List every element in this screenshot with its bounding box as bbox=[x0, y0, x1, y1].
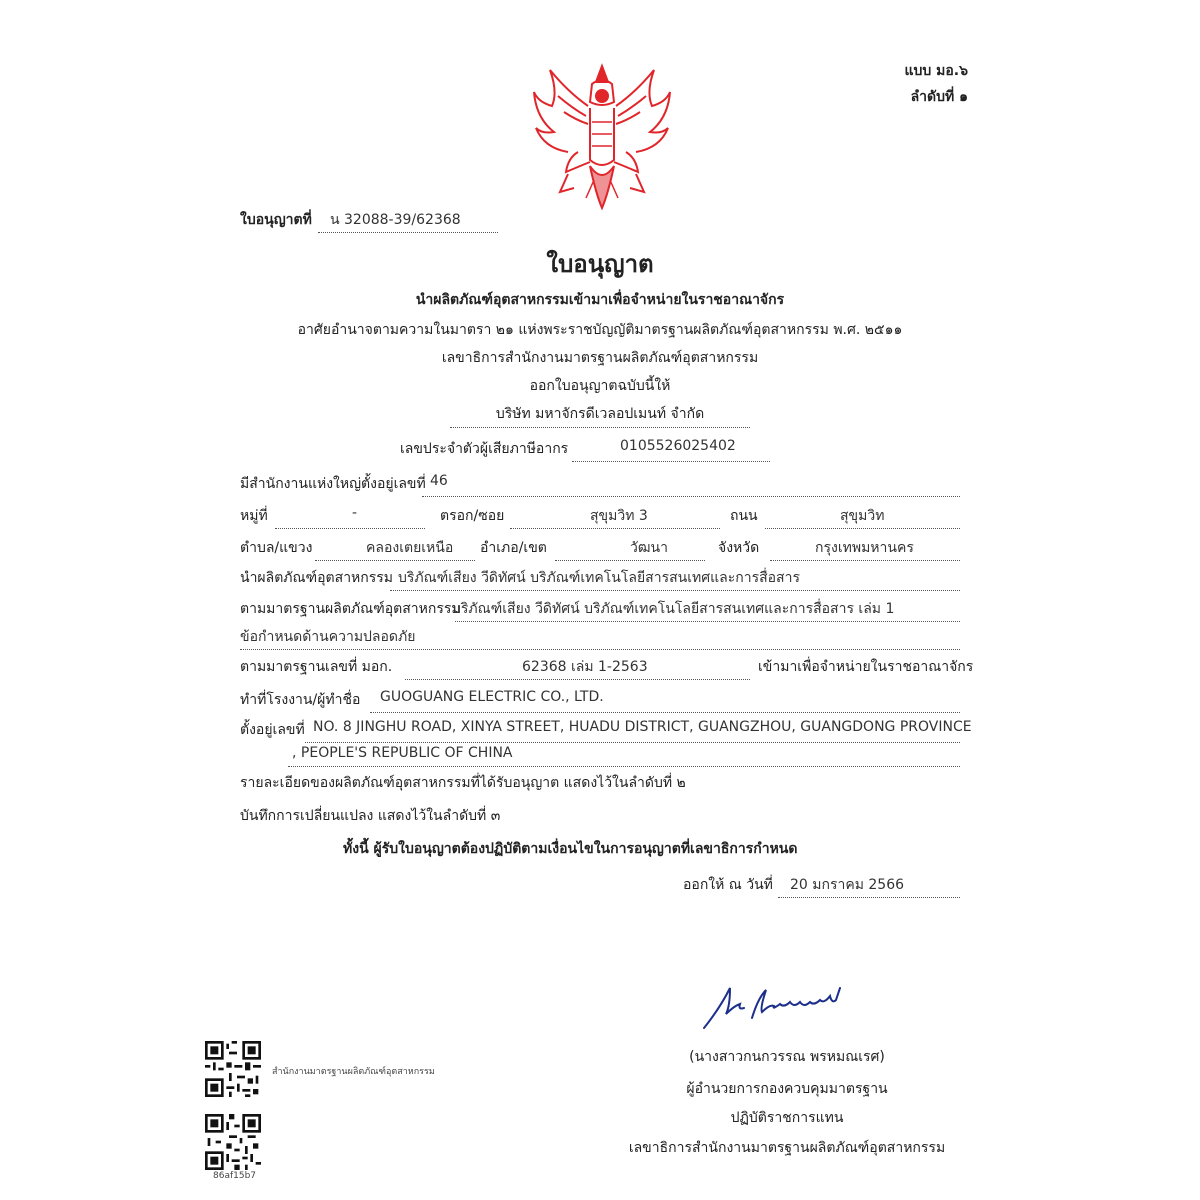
changes-note: บันทึกการเปลี่ยนแปลง แสดงไว้ในลำดับที่ ๓ bbox=[240, 808, 501, 824]
district-label: อำเภอ/เขต bbox=[480, 540, 547, 556]
factory-address-line2-rule bbox=[288, 766, 960, 767]
company-name-line bbox=[450, 427, 750, 428]
document-title: ใบอนุญาต bbox=[546, 250, 654, 278]
company-name: บริษัท มหาจักรดีเวลอปเมนท์ จำกัด bbox=[495, 406, 705, 422]
standard-continuation: ข้อกำหนดด้านความปลอดภัย bbox=[240, 629, 416, 645]
qr-code-icon bbox=[205, 1114, 261, 1170]
issue-date-value: 20 มกราคม 2566 bbox=[790, 877, 905, 893]
sequence-number: ลำดับที่ ๑ bbox=[910, 89, 968, 105]
issue-date-line bbox=[778, 897, 960, 898]
secretary-line: เลขาธิการสำนักงานมาตรฐานผลิตภัณฑ์อุตสาหกรรม bbox=[441, 350, 759, 366]
soi-label: ตรอก/ซอย bbox=[440, 508, 505, 524]
standard-label: ตามมาตรฐานผลิตภัณฑ์อุตสาหกรรม bbox=[240, 601, 461, 617]
signatory-acting: ปฏิบัติราชการแทน bbox=[730, 1110, 844, 1126]
issue-date-label: ออกให้ ณ วันที่ bbox=[683, 877, 773, 893]
standard-line bbox=[455, 621, 960, 622]
province-value: กรุงเทพมหานคร bbox=[815, 540, 914, 556]
subdistrict-value: คลองเตยเหนือ bbox=[366, 540, 454, 556]
signatory-title: เลขาธิการสำนักงานมาตรฐานผลิตภัณฑ์อุตสาหกรรม bbox=[628, 1140, 946, 1156]
tax-id-value: 0105526025402 bbox=[620, 438, 736, 454]
moo-value: - bbox=[352, 505, 358, 521]
soi-value: สุขุมวิท 3 bbox=[590, 508, 648, 524]
road-label: ถนน bbox=[730, 508, 758, 524]
standard-number-label: ตามมาตรฐานเลขที่ มอก. bbox=[240, 659, 393, 675]
details-note: รายละเอียดของผลิตภัณฑ์อุตสาหกรรมที่ได้รับอนุญาต แสดงไว้ในลำดับที่ ๒ bbox=[240, 775, 686, 791]
license-number-line bbox=[318, 232, 498, 233]
factory-line bbox=[370, 712, 960, 713]
standard-number-line bbox=[405, 679, 750, 680]
head-office-label: มีสำนักงานแห่งใหญ่ตั้งอยู่เลขที่ bbox=[240, 476, 426, 492]
standard-value: บริภัณฑ์เสียง วีดิทัศน์ บริภัณฑ์เทคโนโลยีสารสนเทศและการสื่อสาร เล่ม 1 bbox=[452, 601, 895, 617]
factory-value: GUOGUANG ELECTRIC CO., LTD. bbox=[380, 689, 604, 705]
factory-address-line2: , PEOPLE'S REPUBLIC OF CHINA bbox=[292, 745, 513, 761]
road-value: สุขุมวิท bbox=[840, 508, 885, 524]
factory-label: ทำที่โรงงาน/ผู้ทำชื่อ bbox=[240, 692, 361, 708]
subdistrict-label: ตำบล/แขวง bbox=[240, 540, 313, 556]
serial-code: 86af15b7 bbox=[213, 1171, 257, 1181]
product-value: บริภัณฑ์เสียง วีดิทัศน์ บริภัณฑ์เทคโนโลยีสารสนเทศและการสื่อสาร bbox=[398, 570, 800, 586]
standard-continuation-line bbox=[240, 649, 960, 650]
moo-label: หมู่ที่ bbox=[240, 508, 268, 524]
district-value: วัฒนา bbox=[630, 540, 668, 556]
qr-caption: สำนักงานมาตรฐานผลิตภัณฑ์อุตสาหกรรม bbox=[272, 1067, 435, 1077]
factory-address-label: ตั้งอยู่เลขที่ bbox=[240, 722, 305, 738]
license-number-value: น 32088-39/62368 bbox=[330, 212, 461, 228]
moo-line bbox=[275, 528, 425, 529]
garuda-emblem-icon bbox=[528, 62, 676, 212]
signatory-name: (นางสาวกนกวรรณ พรหมณเรศ) bbox=[689, 1049, 885, 1065]
issue-line: ออกใบอนุญาตฉบับนี้ให้ bbox=[529, 378, 671, 394]
district-line bbox=[555, 560, 705, 561]
form-code: แบบ มอ.๖ bbox=[904, 63, 968, 79]
product-line bbox=[390, 590, 960, 591]
province-line bbox=[770, 560, 960, 561]
standard-number-value: 62368 เล่ม 1-2563 bbox=[522, 659, 648, 675]
product-label: นำผลิตภัณฑ์อุตสาหกรรม bbox=[240, 570, 394, 586]
factory-address-line1-rule bbox=[305, 742, 960, 743]
province-label: จังหวัด bbox=[718, 540, 760, 556]
factory-address-line1: NO. 8 JINGHU ROAD, XINYA STREET, HUADU DISTRICT, GUANGZHOU, GUANGDONG PROVINCE bbox=[313, 719, 972, 735]
tax-id-line bbox=[572, 461, 770, 462]
soi-line bbox=[510, 528, 720, 529]
road-line bbox=[765, 528, 960, 529]
document-subtitle: นำผลิตภัณฑ์อุตสาหกรรมเข้ามาเพื่อจำหน่ายในราชอาณาจักร bbox=[415, 292, 785, 308]
condition-note: ทั้งนี้ ผู้รับใบอนุญาตต้องปฏิบัติตามเงื่อนไขในการอนุญาตที่เลขาธิการกำหนด bbox=[343, 841, 798, 857]
authority-line: อาศัยอำนาจตามความในมาตรา ๒๑ แห่งพระราชบัญญัติมาตรฐานผลิตภัณฑ์อุตสาหกรรม พ.ศ. ๒๕๑๑ bbox=[297, 322, 903, 338]
signatory-position: ผู้อำนวยการกองควบคุมมาตรฐาน bbox=[686, 1081, 888, 1097]
standard-number-suffix: เข้ามาเพื่อจำหน่ายในราชอาณาจักร bbox=[758, 659, 974, 675]
subdistrict-line bbox=[315, 560, 475, 561]
license-number-label: ใบอนุญาตที่ bbox=[240, 212, 312, 228]
signature bbox=[700, 978, 850, 1034]
form-code-block bbox=[904, 58, 968, 110]
tax-id-label: เลขประจำตัวผู้เสียภาษีอากร bbox=[400, 441, 569, 457]
qr-code-icon bbox=[205, 1041, 261, 1097]
head-office-line bbox=[422, 496, 960, 497]
head-office-value: 46 bbox=[430, 473, 448, 489]
